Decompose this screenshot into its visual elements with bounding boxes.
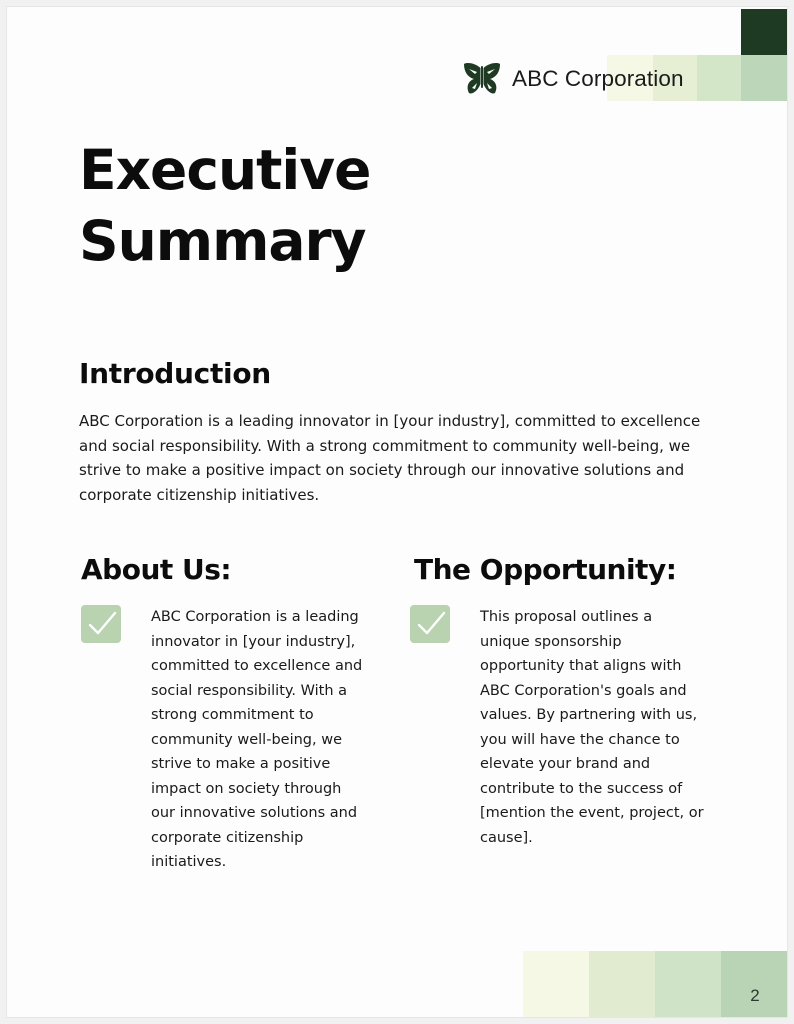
title-line-1: Executive (79, 138, 371, 202)
opportunity-body: This proposal outlines a unique sponsorship opportunity that aligns with ABC Corporation's goals and values. By partnering with us, you will have the chance to elevate your brand and contribute to the success of [mention the event, project, or cause]. (480, 609, 704, 846)
document-page (6, 6, 788, 1018)
company-logo (463, 61, 684, 97)
introduction-body: ABC Corporation is a leading innovator in [your industry], committed to excellence and social responsibility. With a strong commitment to community well-being, we strive to make a positive impact on society through our innovative solutions and corporate citizenship initiatives. (79, 412, 701, 504)
opportunity-heading: The Opportunity: (414, 553, 677, 586)
introduction-heading: Introduction (79, 357, 271, 390)
about-us-heading: About Us: (81, 553, 232, 586)
decorative-block-top (697, 55, 743, 101)
page-number: 2 (750, 986, 760, 1005)
checkbox-check-icon (410, 605, 450, 643)
company-name: ABC Corporation (512, 66, 684, 91)
about-us-body: ABC Corporation is a leading innovator in [your industry], committed to excellence and social responsibility. With a strong commitment to community well-being, we strive to make a positive impact on society through our innovative solutions and corporate citizenship initiatives. (151, 609, 363, 870)
decorative-block-top (741, 55, 788, 101)
butterfly-icon (463, 62, 501, 96)
decorative-block-bottom (589, 951, 657, 1018)
decorative-block-bottom (655, 951, 723, 1018)
decorative-block-bottom (523, 951, 591, 1018)
title-line-2: Summary (79, 209, 366, 273)
page-title (79, 135, 370, 277)
decorative-block-dark (741, 9, 788, 57)
checkbox-check-icon (81, 605, 121, 643)
